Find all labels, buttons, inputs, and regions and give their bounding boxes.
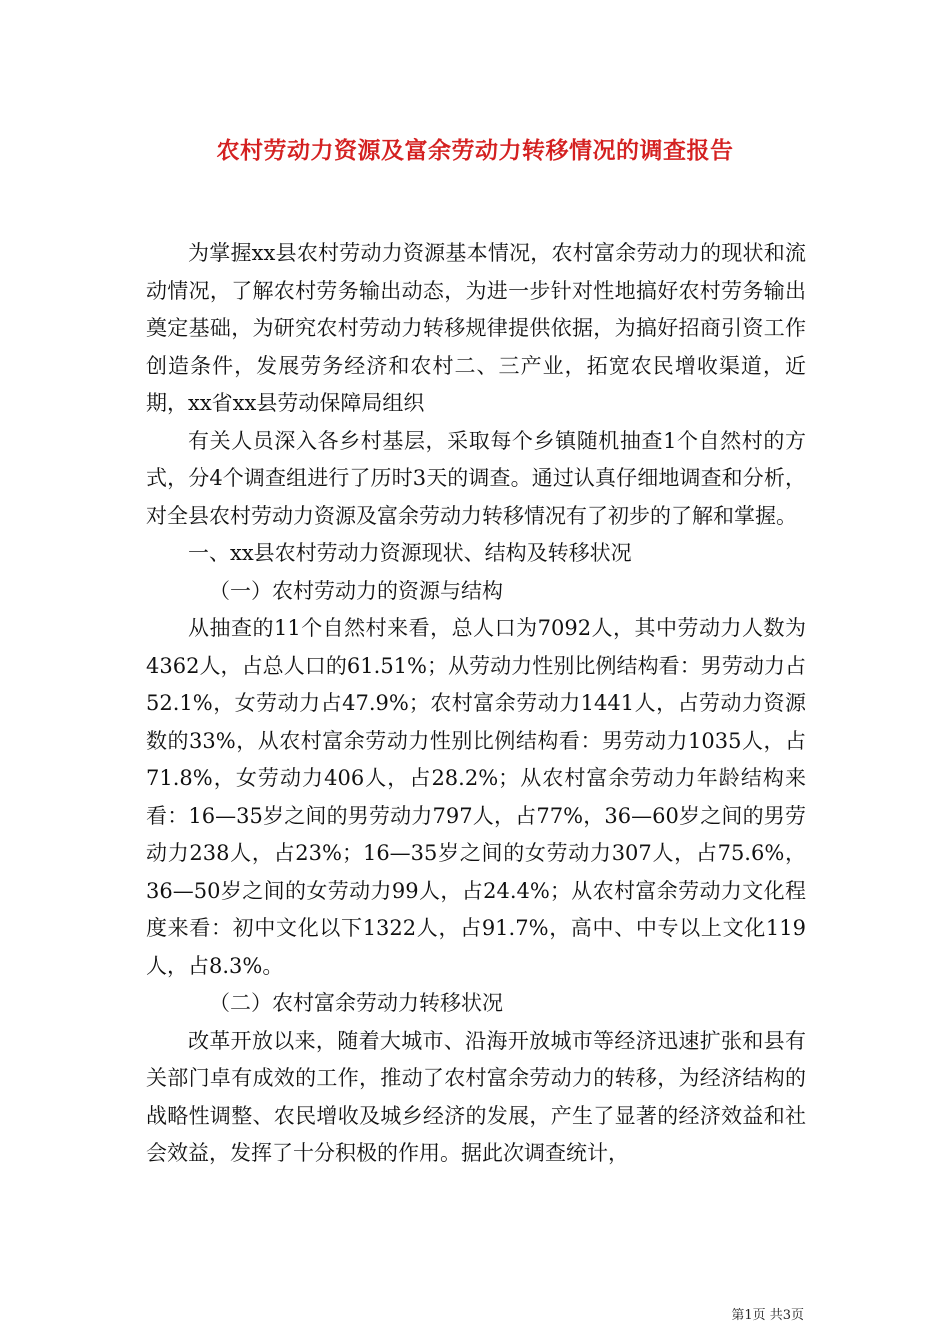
subsection-heading-1: （一）农村劳动力的资源与结构 xyxy=(209,578,503,603)
paragraph-intro: 为掌握xx县农村劳动力资源基本情况，农村富余劳动力的现状和流动情况，了解农村劳务输出动态，为进一步针对性地搞好农村劳务输出奠定基础，为研究农村劳动力转移规律提供依据，为搞好招商引资工作创造条件，发展劳务经济和农村二、三产业，拓宽农民增收渠道，近期，xx省xx县劳动保障局组织 xyxy=(146,241,806,415)
subsection-heading-2: （二）农村富余劳动力转移状况 xyxy=(209,991,503,1015)
paragraph-method: 有关人员深入各乡村基层，采取每个乡镇随机抽查1个自然村的方式，分4个调查组进行了历时3天的调查。通过认真仔细地调查和分析，对全县农村劳动力资源及富余劳动力转移情况有了初步的了解和掌握。 xyxy=(146,428,806,528)
document-body xyxy=(146,235,806,1173)
paragraph-transfer: 改革开放以来，随着大城市、沿海开放城市等经济迅速扩张和县有关部门卓有成效的工作，推动了农村富余劳动力的转移，为经济结构的战略性调整、农民增收及城乡经济的发展，产生了显著的经济效益和社会效益，发挥了十分积极的作用。据此次调查统计， xyxy=(146,1028,806,1165)
page-number: 第1页 共3页 xyxy=(731,1308,804,1323)
document-title: 农村劳动力资源及富余劳动力转移情况的调查报告 xyxy=(216,137,734,164)
paragraph-structure: 从抽查的11个自然村来看，总人口为7092人，其中劳动力人数为4362人，占总人口的61.51%；从劳动力性别比例结构看：男劳动力占52.1%，女劳动力占47.9%；农村富余劳动力1441人，占劳动力资源数的33%，从农村富余劳动力性别比例结构看：男劳动力1035人，占71.8%，女劳动力406人，占28.2%；从农村富余劳动力年龄结构来看：16—35岁之间的男劳动力797人，占77%，36—60岁之间的男劳动力238人，占23%；16—35岁之间的女劳动力307人，占75.6%，36—50岁之间的女劳动力99人，占24.4%；从农村富余劳动力文化程度来看：初中文化以下1322人，占91.7%，高中、中专以上文化119人，占8.3%。 xyxy=(146,616,806,978)
section-heading-1: 一、xx县农村劳动力资源现状、结构及转移状况 xyxy=(188,541,632,565)
